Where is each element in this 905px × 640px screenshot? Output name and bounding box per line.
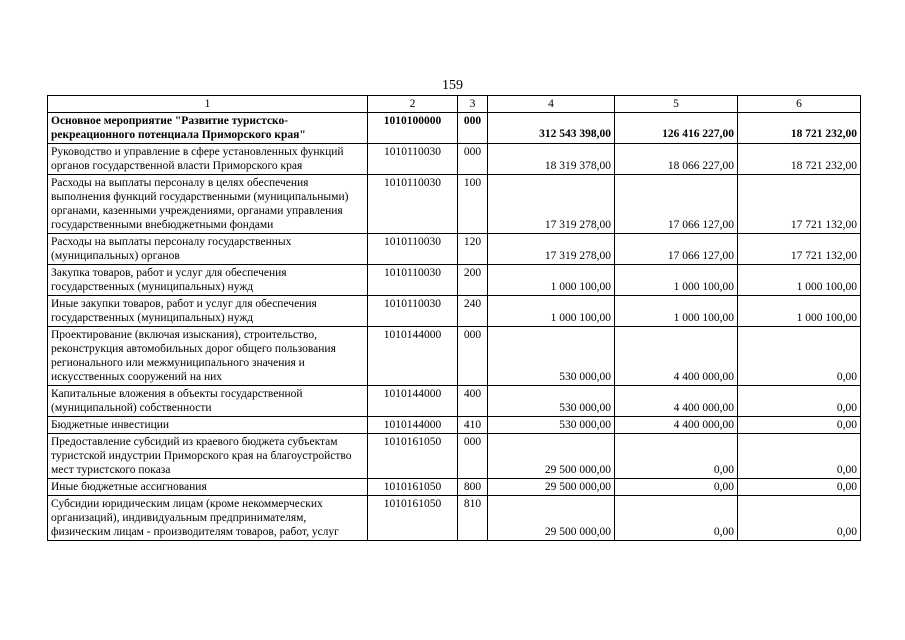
row-value-col4: 530 000,00	[488, 386, 615, 417]
row-value-col4: 29 500 000,00	[488, 434, 615, 479]
row-expense-type: 000	[458, 144, 488, 175]
row-value-col5: 4 400 000,00	[615, 386, 738, 417]
row-expense-type: 120	[458, 234, 488, 265]
row-value-col4: 17 319 278,00	[488, 175, 615, 234]
row-name: Проектирование (включая изыскания), строительство, реконструкция автомобильных дорог общего пользования регионального или межмуниципального значения и искусственных сооружений на них	[48, 327, 368, 386]
row-expense-type: 000	[458, 113, 488, 144]
row-name: Иные бюджетные ассигнования	[48, 479, 368, 496]
table-row	[48, 175, 861, 234]
row-value-col4: 312 543 398,00	[488, 113, 615, 144]
row-code: 1010144000	[368, 327, 458, 386]
row-name: Капитальные вложения в объекты государственной (муниципальной) собственности	[48, 386, 368, 417]
row-name: Основное мероприятие "Развитие туристско-рекреационного потенциала Приморского края"	[48, 113, 368, 144]
row-expense-type: 100	[458, 175, 488, 234]
row-value-col6: 1 000 100,00	[738, 265, 861, 296]
row-value-col4: 18 319 378,00	[488, 144, 615, 175]
row-expense-type: 800	[458, 479, 488, 496]
row-value-col6: 0,00	[738, 479, 861, 496]
row-value-col6: 0,00	[738, 327, 861, 386]
row-value-col4: 530 000,00	[488, 417, 615, 434]
row-expense-type: 410	[458, 417, 488, 434]
column-header: 6	[738, 96, 861, 113]
table-row	[48, 496, 861, 541]
table-row	[48, 327, 861, 386]
row-code: 1010144000	[368, 386, 458, 417]
row-value-col4: 1 000 100,00	[488, 296, 615, 327]
row-value-col5: 0,00	[615, 434, 738, 479]
row-value-col6: 17 721 132,00	[738, 234, 861, 265]
table-header-row	[48, 96, 861, 113]
row-expense-type: 000	[458, 434, 488, 479]
row-value-col5: 126 416 227,00	[615, 113, 738, 144]
row-value-col5: 0,00	[615, 479, 738, 496]
row-expense-type: 200	[458, 265, 488, 296]
row-value-col6: 0,00	[738, 496, 861, 541]
table-row	[48, 265, 861, 296]
row-value-col5: 17 066 127,00	[615, 175, 738, 234]
row-value-col5: 4 400 000,00	[615, 417, 738, 434]
table-row	[48, 113, 861, 144]
row-code: 1010100000	[368, 113, 458, 144]
table-row	[48, 479, 861, 496]
row-code: 1010144000	[368, 417, 458, 434]
row-value-col6: 0,00	[738, 386, 861, 417]
row-name: Бюджетные инвестиции	[48, 417, 368, 434]
row-value-col5: 17 066 127,00	[615, 234, 738, 265]
row-name: Закупка товаров, работ и услуг для обеспечения государственных (муниципальных) нужд	[48, 265, 368, 296]
row-expense-type: 240	[458, 296, 488, 327]
table-row	[48, 296, 861, 327]
row-expense-type: 400	[458, 386, 488, 417]
table-row	[48, 434, 861, 479]
row-code: 1010161050	[368, 434, 458, 479]
column-header: 1	[48, 96, 368, 113]
row-code: 1010110030	[368, 144, 458, 175]
row-code: 1010110030	[368, 234, 458, 265]
row-name: Иные закупки товаров, работ и услуг для обеспечения государственных (муниципальных) нужд	[48, 296, 368, 327]
row-value-col6: 1 000 100,00	[738, 296, 861, 327]
row-name: Субсидии юридическим лицам (кроме некоммерческих организаций), индивидуальным предпринимателям, физическим лицам - производителям товаров, работ, услуг	[48, 496, 368, 541]
table-row	[48, 386, 861, 417]
row-value-col4: 29 500 000,00	[488, 496, 615, 541]
row-name: Предоставление субсидий из краевого бюджета субъектам туристской индустрии Приморского края на благоустройство мест туристского показа	[48, 434, 368, 479]
row-value-col6: 0,00	[738, 434, 861, 479]
row-code: 1010161050	[368, 479, 458, 496]
row-value-col5: 18 066 227,00	[615, 144, 738, 175]
page-number: 159	[442, 78, 463, 93]
table-row	[48, 144, 861, 175]
row-name: Руководство и управление в сфере установленных функций органов государственной власти Приморского края	[48, 144, 368, 175]
row-value-col4: 530 000,00	[488, 327, 615, 386]
row-name: Расходы на выплаты персоналу в целях обеспечения выполнения функций государственными (муниципальными) органами, казенными учреждениями, органами управления государственными внебюджетными фондами	[48, 175, 368, 234]
row-value-col5: 4 400 000,00	[615, 327, 738, 386]
column-header: 3	[458, 96, 488, 113]
row-name: Расходы на выплаты персоналу государственных (муниципальных) органов	[48, 234, 368, 265]
row-value-col6: 0,00	[738, 417, 861, 434]
table-row	[48, 417, 861, 434]
row-code: 1010110030	[368, 175, 458, 234]
row-expense-type: 810	[458, 496, 488, 541]
row-code: 1010110030	[368, 296, 458, 327]
row-value-col4: 1 000 100,00	[488, 265, 615, 296]
row-value-col6: 17 721 132,00	[738, 175, 861, 234]
column-header: 4	[488, 96, 615, 113]
row-expense-type: 000	[458, 327, 488, 386]
row-value-col4: 29 500 000,00	[488, 479, 615, 496]
column-header: 2	[368, 96, 458, 113]
row-value-col5: 0,00	[615, 496, 738, 541]
table-row	[48, 234, 861, 265]
row-code: 1010161050	[368, 496, 458, 541]
row-value-col4: 17 319 278,00	[488, 234, 615, 265]
column-header: 5	[615, 96, 738, 113]
budget-table	[47, 95, 861, 541]
row-value-col5: 1 000 100,00	[615, 296, 738, 327]
row-code: 1010110030	[368, 265, 458, 296]
row-value-col6: 18 721 232,00	[738, 144, 861, 175]
row-value-col6: 18 721 232,00	[738, 113, 861, 144]
row-value-col5: 1 000 100,00	[615, 265, 738, 296]
